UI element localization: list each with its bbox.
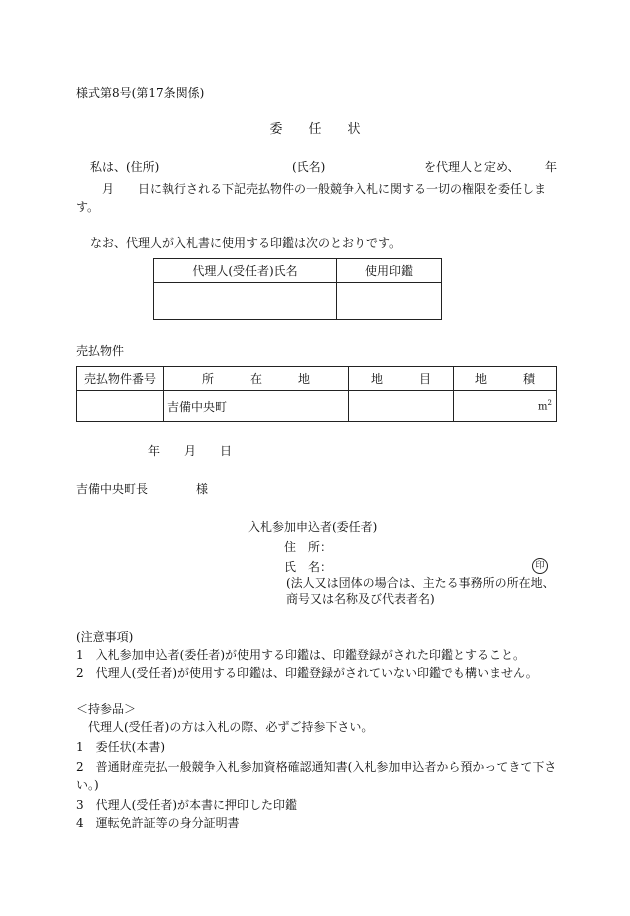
applicant-name-label: 氏 名： (284, 560, 333, 574)
seal-table-header-seal: 使用印鑑 (337, 259, 442, 283)
area-unit: m (538, 401, 548, 413)
addressee: 吉備中央町長 (76, 482, 149, 496)
property-header-land-category: 地 目 (349, 367, 454, 391)
applicant-note-line2: 商号又は名称及び代表者名) (286, 592, 435, 606)
belongings-item-3: 3 代理人(受任者)が本書に押印した印鑑 (76, 798, 297, 812)
belongings-heading: ＜持参品＞ (76, 702, 137, 716)
applicant-address-label: 住 所： (284, 540, 333, 554)
belongings-item-1: 1 委任状(本書) (76, 740, 165, 754)
belongings-intro: 代理人(受任者)の方は入札の際、必ずご持参下さい。 (88, 720, 374, 734)
body-text-appoint: を代理人と定め、 (424, 160, 520, 174)
belongings-item-2-line1: 2 普通財産売払一般競争入札参加資格確認通知書(入札参加申込者から預かってきて下さ (76, 760, 557, 774)
seal-table-seal-cell[interactable] (337, 283, 442, 320)
addressee-honorific: 様 (196, 482, 209, 496)
seal-table-header-agent-name: 代理人(受任者)氏名 (154, 259, 337, 283)
seal-note: なお、代理人が入札書に使用する印鑑は次のとおりです。 (90, 236, 402, 250)
area-unit-superscript: 2 (547, 399, 552, 408)
property-section-label: 売払物件 (76, 344, 125, 358)
caution-item-1: 1 入札参加申込者(委任者)が使用する印鑑は、印鑑登録がされた印鑑とすること。 (76, 648, 526, 662)
date-line: 年 月 日 (148, 444, 233, 458)
belongings-item-4: 4 運転免許証等の身分証明書 (76, 816, 240, 830)
seal-table (153, 258, 442, 320)
property-land-category-cell[interactable] (349, 391, 454, 422)
page-title: 委 任 状 (269, 122, 361, 137)
belongings-item-2-line2: い。) (76, 778, 99, 792)
body-text-year: 年 (545, 160, 558, 174)
property-header-area: 地 積 (454, 367, 557, 391)
seal-mark-icon: 印 (532, 558, 548, 574)
property-table (76, 366, 557, 422)
cautions-heading: (注意事項) (76, 630, 134, 644)
body-text-name-label: (氏名) (292, 160, 326, 174)
seal-table-agent-name-cell[interactable] (154, 283, 337, 320)
form-number: 様式第8号(第17条関係) (76, 86, 205, 100)
property-area-cell[interactable] (454, 391, 557, 422)
body-text-line3: す。 (76, 200, 100, 214)
applicant-note-line1: (法人又は団体の場合は、主たる事務所の所在地、 (286, 576, 555, 590)
property-header-number: 売払物件番号 (77, 367, 164, 391)
property-location-cell[interactable]: 吉備中央町 (164, 391, 349, 422)
property-header-location: 所 在 地 (164, 367, 349, 391)
applicant-heading: 入札参加申込者(委任者) (248, 520, 378, 534)
body-text-principal: 私は、(住所) (90, 160, 160, 174)
body-text-line2: 月 日に執行される下記売払物件の一般競争入札に関する一切の権限を委任しま (102, 182, 547, 196)
property-number-cell[interactable] (77, 391, 164, 422)
caution-item-2: 2 代理人(受任者)が使用する印鑑は、印鑑登録がされていない印鑑でも構いません。 (76, 666, 538, 680)
